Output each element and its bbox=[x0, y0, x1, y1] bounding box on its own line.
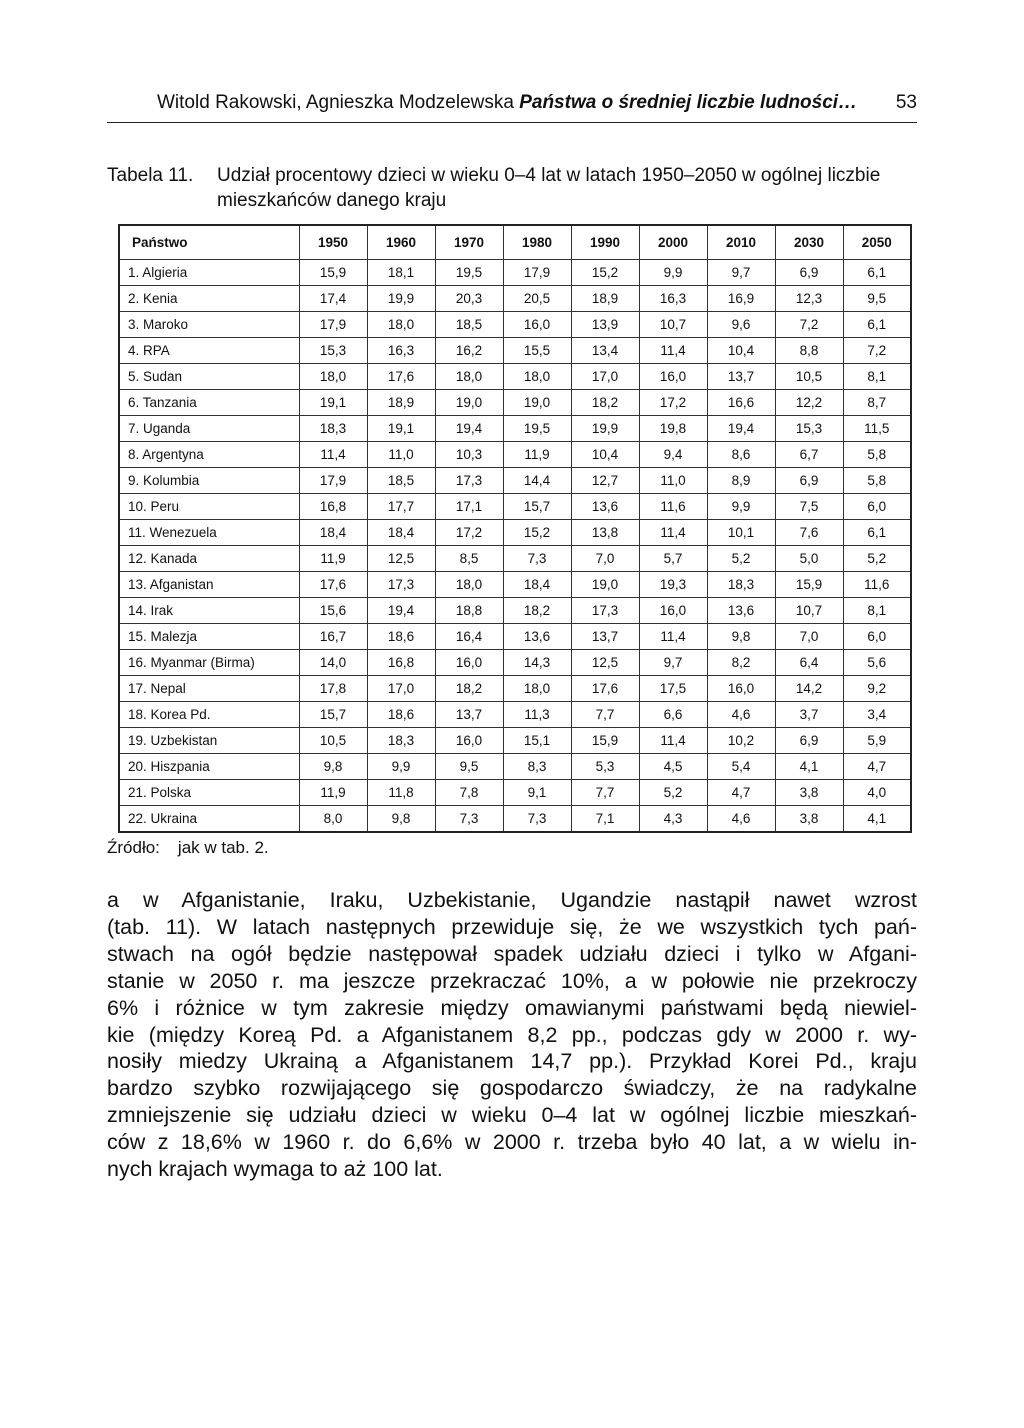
value-cell: 17,3 bbox=[435, 468, 503, 494]
country-cell: 19. Uzbekistan bbox=[119, 728, 299, 754]
value-cell: 11,0 bbox=[639, 468, 707, 494]
value-cell: 11,9 bbox=[503, 442, 571, 468]
body-line: stanie w 2050 r. ma jeszcze przekraczać 10%, a w połowie nie przekroczy bbox=[107, 968, 917, 993]
country-cell: 16. Myanmar (Birma) bbox=[119, 650, 299, 676]
value-cell: 7,3 bbox=[435, 806, 503, 833]
value-cell: 19,1 bbox=[367, 416, 435, 442]
table-row bbox=[119, 754, 911, 780]
value-cell: 19,0 bbox=[503, 390, 571, 416]
value-cell: 8,0 bbox=[299, 806, 367, 833]
value-cell: 16,6 bbox=[707, 390, 775, 416]
value-cell: 9,1 bbox=[503, 780, 571, 806]
value-cell: 15,3 bbox=[299, 338, 367, 364]
value-cell: 5,4 bbox=[707, 754, 775, 780]
table-row bbox=[119, 442, 911, 468]
country-cell: 20. Hiszpania bbox=[119, 754, 299, 780]
table-row bbox=[119, 468, 911, 494]
value-cell: 17,6 bbox=[367, 364, 435, 390]
table-row bbox=[119, 416, 911, 442]
value-cell: 18,5 bbox=[367, 468, 435, 494]
value-cell: 12,2 bbox=[775, 390, 843, 416]
value-cell: 11,9 bbox=[299, 546, 367, 572]
value-cell: 11,4 bbox=[639, 624, 707, 650]
column-header: 1960 bbox=[367, 225, 435, 260]
value-cell: 17,2 bbox=[435, 520, 503, 546]
value-cell: 5,6 bbox=[843, 650, 911, 676]
value-cell: 15,7 bbox=[299, 702, 367, 728]
value-cell: 15,1 bbox=[503, 728, 571, 754]
value-cell: 15,2 bbox=[503, 520, 571, 546]
value-cell: 19,1 bbox=[299, 390, 367, 416]
value-cell: 7,2 bbox=[843, 338, 911, 364]
value-cell: 17,5 bbox=[639, 676, 707, 702]
value-cell: 18,1 bbox=[367, 260, 435, 286]
value-cell: 18,9 bbox=[367, 390, 435, 416]
value-cell: 6,9 bbox=[775, 728, 843, 754]
value-cell: 13,6 bbox=[707, 598, 775, 624]
value-cell: 11,0 bbox=[367, 442, 435, 468]
value-cell: 17,6 bbox=[299, 572, 367, 598]
value-cell: 10,2 bbox=[707, 728, 775, 754]
value-cell: 19,4 bbox=[435, 416, 503, 442]
value-cell: 7,2 bbox=[775, 312, 843, 338]
table-row bbox=[119, 702, 911, 728]
value-cell: 8,1 bbox=[843, 598, 911, 624]
table-row bbox=[119, 806, 911, 833]
value-cell: 18,0 bbox=[367, 312, 435, 338]
value-cell: 4,0 bbox=[843, 780, 911, 806]
body-line: 6% i różnice w tym zakresie między omawianymi państwami będą niewiel- bbox=[107, 995, 917, 1020]
value-cell: 19,0 bbox=[571, 572, 639, 598]
value-cell: 8,2 bbox=[707, 650, 775, 676]
table-header-row bbox=[119, 225, 911, 260]
value-cell: 11,4 bbox=[639, 338, 707, 364]
value-cell: 4,5 bbox=[639, 754, 707, 780]
value-cell: 19,4 bbox=[707, 416, 775, 442]
country-cell: 14. Irak bbox=[119, 598, 299, 624]
value-cell: 17,2 bbox=[639, 390, 707, 416]
body-text bbox=[107, 887, 917, 1183]
table-row bbox=[119, 572, 911, 598]
value-cell: 20,3 bbox=[435, 286, 503, 312]
value-cell: 3,4 bbox=[843, 702, 911, 728]
value-cell: 7,3 bbox=[503, 806, 571, 833]
table-row bbox=[119, 364, 911, 390]
value-cell: 17,7 bbox=[367, 494, 435, 520]
country-cell: 8. Argentyna bbox=[119, 442, 299, 468]
value-cell: 16,2 bbox=[435, 338, 503, 364]
value-cell: 10,7 bbox=[775, 598, 843, 624]
table-caption-text: Udział procentowy dzieci w wieku 0–4 lat w latach 1950–2050 w ogólnej liczbie mieszkańców danego kraju bbox=[217, 165, 881, 211]
value-cell: 18,3 bbox=[299, 416, 367, 442]
value-cell: 11,9 bbox=[299, 780, 367, 806]
country-cell: 9. Kolumbia bbox=[119, 468, 299, 494]
value-cell: 13,8 bbox=[571, 520, 639, 546]
value-cell: 7,0 bbox=[775, 624, 843, 650]
value-cell: 18,4 bbox=[299, 520, 367, 546]
value-cell: 7,0 bbox=[571, 546, 639, 572]
country-cell: 3. Maroko bbox=[119, 312, 299, 338]
value-cell: 10,3 bbox=[435, 442, 503, 468]
body-line: a w Afganistanie, Iraku, Uzbekistanie, Ugandzie nastąpił nawet wzrost bbox=[107, 888, 917, 912]
value-cell: 18,0 bbox=[435, 572, 503, 598]
column-header: Państwo bbox=[119, 225, 299, 260]
value-cell: 18,4 bbox=[367, 520, 435, 546]
value-cell: 16,0 bbox=[435, 728, 503, 754]
value-cell: 16,4 bbox=[435, 624, 503, 650]
value-cell: 17,0 bbox=[367, 676, 435, 702]
value-cell: 16,9 bbox=[707, 286, 775, 312]
table-row bbox=[119, 624, 911, 650]
value-cell: 15,9 bbox=[571, 728, 639, 754]
value-cell: 18,2 bbox=[571, 390, 639, 416]
value-cell: 11,6 bbox=[639, 494, 707, 520]
table-row bbox=[119, 546, 911, 572]
country-cell: 2. Kenia bbox=[119, 286, 299, 312]
value-cell: 16,7 bbox=[299, 624, 367, 650]
value-cell: 13,7 bbox=[435, 702, 503, 728]
value-cell: 16,8 bbox=[367, 650, 435, 676]
column-header: 1990 bbox=[571, 225, 639, 260]
value-cell: 9,9 bbox=[639, 260, 707, 286]
value-cell: 11,5 bbox=[843, 416, 911, 442]
column-header: 2010 bbox=[707, 225, 775, 260]
value-cell: 15,7 bbox=[503, 494, 571, 520]
running-header bbox=[107, 88, 917, 123]
value-cell: 3,7 bbox=[775, 702, 843, 728]
value-cell: 18,3 bbox=[707, 572, 775, 598]
value-cell: 5,3 bbox=[571, 754, 639, 780]
value-cell: 11,3 bbox=[503, 702, 571, 728]
value-cell: 3,8 bbox=[775, 806, 843, 833]
body-line: ców z 18,6% w 1960 r. do 6,6% w 2000 r. trzeba było 40 lat, a w wielu in- bbox=[107, 1130, 917, 1155]
value-cell: 14,4 bbox=[503, 468, 571, 494]
value-cell: 5,2 bbox=[707, 546, 775, 572]
table-row bbox=[119, 312, 911, 338]
value-cell: 3,8 bbox=[775, 780, 843, 806]
value-cell: 6,9 bbox=[775, 468, 843, 494]
value-cell: 17,3 bbox=[571, 598, 639, 624]
country-cell: 17. Nepal bbox=[119, 676, 299, 702]
country-cell: 15. Malezja bbox=[119, 624, 299, 650]
value-cell: 13,4 bbox=[571, 338, 639, 364]
value-cell: 9,4 bbox=[639, 442, 707, 468]
value-cell: 10,1 bbox=[707, 520, 775, 546]
value-cell: 5,8 bbox=[843, 442, 911, 468]
country-cell: 4. RPA bbox=[119, 338, 299, 364]
value-cell: 15,5 bbox=[503, 338, 571, 364]
value-cell: 19,9 bbox=[367, 286, 435, 312]
value-cell: 10,7 bbox=[639, 312, 707, 338]
value-cell: 9,5 bbox=[435, 754, 503, 780]
value-cell: 18,0 bbox=[435, 364, 503, 390]
value-cell: 6,0 bbox=[843, 494, 911, 520]
value-cell: 17,9 bbox=[299, 468, 367, 494]
value-cell: 17,9 bbox=[503, 260, 571, 286]
column-header: 2050 bbox=[843, 225, 911, 260]
country-cell: 12. Kanada bbox=[119, 546, 299, 572]
body-line: nych krajach wymaga to aż 100 lat. bbox=[107, 1157, 443, 1182]
value-cell: 14,2 bbox=[775, 676, 843, 702]
table-row bbox=[119, 676, 911, 702]
value-cell: 18,5 bbox=[435, 312, 503, 338]
page-number: 53 bbox=[895, 92, 917, 113]
value-cell: 9,8 bbox=[707, 624, 775, 650]
value-cell: 16,0 bbox=[707, 676, 775, 702]
value-cell: 10,5 bbox=[775, 364, 843, 390]
column-header: 1950 bbox=[299, 225, 367, 260]
value-cell: 11,6 bbox=[843, 572, 911, 598]
value-cell: 4,6 bbox=[707, 702, 775, 728]
value-cell: 9,8 bbox=[367, 806, 435, 833]
value-cell: 10,4 bbox=[707, 338, 775, 364]
country-cell: 13. Afganistan bbox=[119, 572, 299, 598]
source-label: Źródło: bbox=[107, 838, 160, 857]
country-cell: 1. Algieria bbox=[119, 260, 299, 286]
value-cell: 5,2 bbox=[843, 546, 911, 572]
value-cell: 17,9 bbox=[299, 312, 367, 338]
value-cell: 18,0 bbox=[299, 364, 367, 390]
value-cell: 15,9 bbox=[299, 260, 367, 286]
value-cell: 9,9 bbox=[367, 754, 435, 780]
country-cell: 5. Sudan bbox=[119, 364, 299, 390]
country-cell: 10. Peru bbox=[119, 494, 299, 520]
value-cell: 4,7 bbox=[843, 754, 911, 780]
value-cell: 15,6 bbox=[299, 598, 367, 624]
body-line: nosiły miedzy Ukrainą a Afganistanem 14,7 pp.). Przykład Korei Pd., kraju bbox=[107, 1049, 917, 1074]
value-cell: 13,9 bbox=[571, 312, 639, 338]
value-cell: 10,4 bbox=[571, 442, 639, 468]
value-cell: 18,8 bbox=[435, 598, 503, 624]
value-cell: 12,5 bbox=[571, 650, 639, 676]
value-cell: 9,5 bbox=[843, 286, 911, 312]
value-cell: 19,5 bbox=[503, 416, 571, 442]
value-cell: 7,5 bbox=[775, 494, 843, 520]
table-row bbox=[119, 390, 911, 416]
value-cell: 17,1 bbox=[435, 494, 503, 520]
country-cell: 18. Korea Pd. bbox=[119, 702, 299, 728]
value-cell: 8,8 bbox=[775, 338, 843, 364]
value-cell: 18,0 bbox=[503, 676, 571, 702]
value-cell: 16,0 bbox=[639, 364, 707, 390]
value-cell: 18,6 bbox=[367, 702, 435, 728]
value-cell: 13,6 bbox=[503, 624, 571, 650]
value-cell: 9,9 bbox=[707, 494, 775, 520]
value-cell: 17,4 bbox=[299, 286, 367, 312]
value-cell: 11,4 bbox=[639, 520, 707, 546]
value-cell: 9,8 bbox=[299, 754, 367, 780]
value-cell: 16,0 bbox=[503, 312, 571, 338]
value-cell: 19,4 bbox=[367, 598, 435, 624]
column-header: 2000 bbox=[639, 225, 707, 260]
value-cell: 7,8 bbox=[435, 780, 503, 806]
value-cell: 15,2 bbox=[571, 260, 639, 286]
value-cell: 7,7 bbox=[571, 702, 639, 728]
table-row bbox=[119, 520, 911, 546]
body-line: kie (między Koreą Pd. a Afganistanem 8,2 pp., podczas gdy w 2000 r. wy- bbox=[107, 1022, 917, 1047]
value-cell: 16,8 bbox=[299, 494, 367, 520]
table-row bbox=[119, 260, 911, 286]
table-row bbox=[119, 780, 911, 806]
table-row bbox=[119, 338, 911, 364]
value-cell: 13,6 bbox=[571, 494, 639, 520]
value-cell: 17,0 bbox=[571, 364, 639, 390]
body-line: zmniejszenie się udziału dzieci w wieku 0–4 lat w ogólnej liczbie mieszkań- bbox=[107, 1103, 917, 1128]
value-cell: 6,1 bbox=[843, 260, 911, 286]
value-cell: 15,3 bbox=[775, 416, 843, 442]
header-title: Państwa o średniej liczbie ludności… bbox=[519, 92, 858, 113]
value-cell: 12,3 bbox=[775, 286, 843, 312]
country-cell: 11. Wenezuela bbox=[119, 520, 299, 546]
header-authors: Witold Rakowski, Agnieszka Modzelewska Państwa o średniej liczbie ludności… bbox=[157, 92, 858, 113]
value-cell: 8,1 bbox=[843, 364, 911, 390]
table-row bbox=[119, 598, 911, 624]
table-source bbox=[107, 838, 269, 858]
value-cell: 7,3 bbox=[503, 546, 571, 572]
value-cell: 4,3 bbox=[639, 806, 707, 833]
value-cell: 18,3 bbox=[367, 728, 435, 754]
value-cell: 9,7 bbox=[639, 650, 707, 676]
value-cell: 7,1 bbox=[571, 806, 639, 833]
value-cell: 19,5 bbox=[435, 260, 503, 286]
value-cell: 16,3 bbox=[639, 286, 707, 312]
value-cell: 6,1 bbox=[843, 520, 911, 546]
value-cell: 5,0 bbox=[775, 546, 843, 572]
value-cell: 15,9 bbox=[775, 572, 843, 598]
value-cell: 14,3 bbox=[503, 650, 571, 676]
value-cell: 11,4 bbox=[299, 442, 367, 468]
value-cell: 17,8 bbox=[299, 676, 367, 702]
data-table bbox=[118, 224, 912, 833]
value-cell: 16,3 bbox=[367, 338, 435, 364]
value-cell: 8,6 bbox=[707, 442, 775, 468]
value-cell: 4,1 bbox=[775, 754, 843, 780]
value-cell: 19,8 bbox=[639, 416, 707, 442]
table-row bbox=[119, 286, 911, 312]
value-cell: 8,3 bbox=[503, 754, 571, 780]
value-cell: 13,7 bbox=[571, 624, 639, 650]
value-cell: 9,6 bbox=[707, 312, 775, 338]
value-cell: 4,6 bbox=[707, 806, 775, 833]
value-cell: 8,5 bbox=[435, 546, 503, 572]
value-cell: 5,2 bbox=[639, 780, 707, 806]
value-cell: 6,6 bbox=[639, 702, 707, 728]
country-cell: 7. Uganda bbox=[119, 416, 299, 442]
column-header: 2030 bbox=[775, 225, 843, 260]
value-cell: 18,0 bbox=[503, 364, 571, 390]
value-cell: 17,6 bbox=[571, 676, 639, 702]
value-cell: 18,9 bbox=[571, 286, 639, 312]
value-cell: 12,5 bbox=[367, 546, 435, 572]
value-cell: 19,9 bbox=[571, 416, 639, 442]
body-line: bardzo szybko rozwijającego się gospodarczo świadczy, że na radykalne bbox=[107, 1076, 917, 1101]
value-cell: 12,7 bbox=[571, 468, 639, 494]
value-cell: 5,9 bbox=[843, 728, 911, 754]
value-cell: 6,7 bbox=[775, 442, 843, 468]
value-cell: 16,0 bbox=[435, 650, 503, 676]
value-cell: 7,6 bbox=[775, 520, 843, 546]
value-cell: 13,7 bbox=[707, 364, 775, 390]
value-cell: 6,9 bbox=[775, 260, 843, 286]
country-cell: 22. Ukraina bbox=[119, 806, 299, 833]
value-cell: 10,5 bbox=[299, 728, 367, 754]
value-cell: 8,9 bbox=[707, 468, 775, 494]
value-cell: 14,0 bbox=[299, 650, 367, 676]
body-line: (tab. 11). W latach następnych przewiduje się, że we wszystkich tych pań- bbox=[107, 914, 917, 939]
value-cell: 18,4 bbox=[503, 572, 571, 598]
value-cell: 5,7 bbox=[639, 546, 707, 572]
value-cell: 19,0 bbox=[435, 390, 503, 416]
table-row bbox=[119, 494, 911, 520]
value-cell: 9,7 bbox=[707, 260, 775, 286]
table-caption bbox=[107, 163, 922, 213]
value-cell: 18,2 bbox=[435, 676, 503, 702]
value-cell: 18,6 bbox=[367, 624, 435, 650]
value-cell: 20,5 bbox=[503, 286, 571, 312]
table-row bbox=[119, 728, 911, 754]
body-line: stwach na ogół będzie następował spadek udziału dzieci i tylko w Afgani- bbox=[107, 941, 917, 966]
table-label: Tabela 11. bbox=[107, 165, 194, 186]
value-cell: 5,8 bbox=[843, 468, 911, 494]
value-cell: 6,4 bbox=[775, 650, 843, 676]
value-cell: 18,2 bbox=[503, 598, 571, 624]
value-cell: 6,0 bbox=[843, 624, 911, 650]
country-cell: 21. Polska bbox=[119, 780, 299, 806]
value-cell: 16,0 bbox=[639, 598, 707, 624]
value-cell: 4,1 bbox=[843, 806, 911, 833]
value-cell: 8,7 bbox=[843, 390, 911, 416]
value-cell: 9,2 bbox=[843, 676, 911, 702]
country-cell: 6. Tanzania bbox=[119, 390, 299, 416]
source-value: jak w tab. 2. bbox=[177, 838, 269, 857]
value-cell: 6,1 bbox=[843, 312, 911, 338]
value-cell: 11,8 bbox=[367, 780, 435, 806]
value-cell: 7,7 bbox=[571, 780, 639, 806]
value-cell: 4,7 bbox=[707, 780, 775, 806]
value-cell: 17,3 bbox=[367, 572, 435, 598]
value-cell: 19,3 bbox=[639, 572, 707, 598]
table-row bbox=[119, 650, 911, 676]
value-cell: 11,4 bbox=[639, 728, 707, 754]
column-header: 1970 bbox=[435, 225, 503, 260]
column-header: 1980 bbox=[503, 225, 571, 260]
